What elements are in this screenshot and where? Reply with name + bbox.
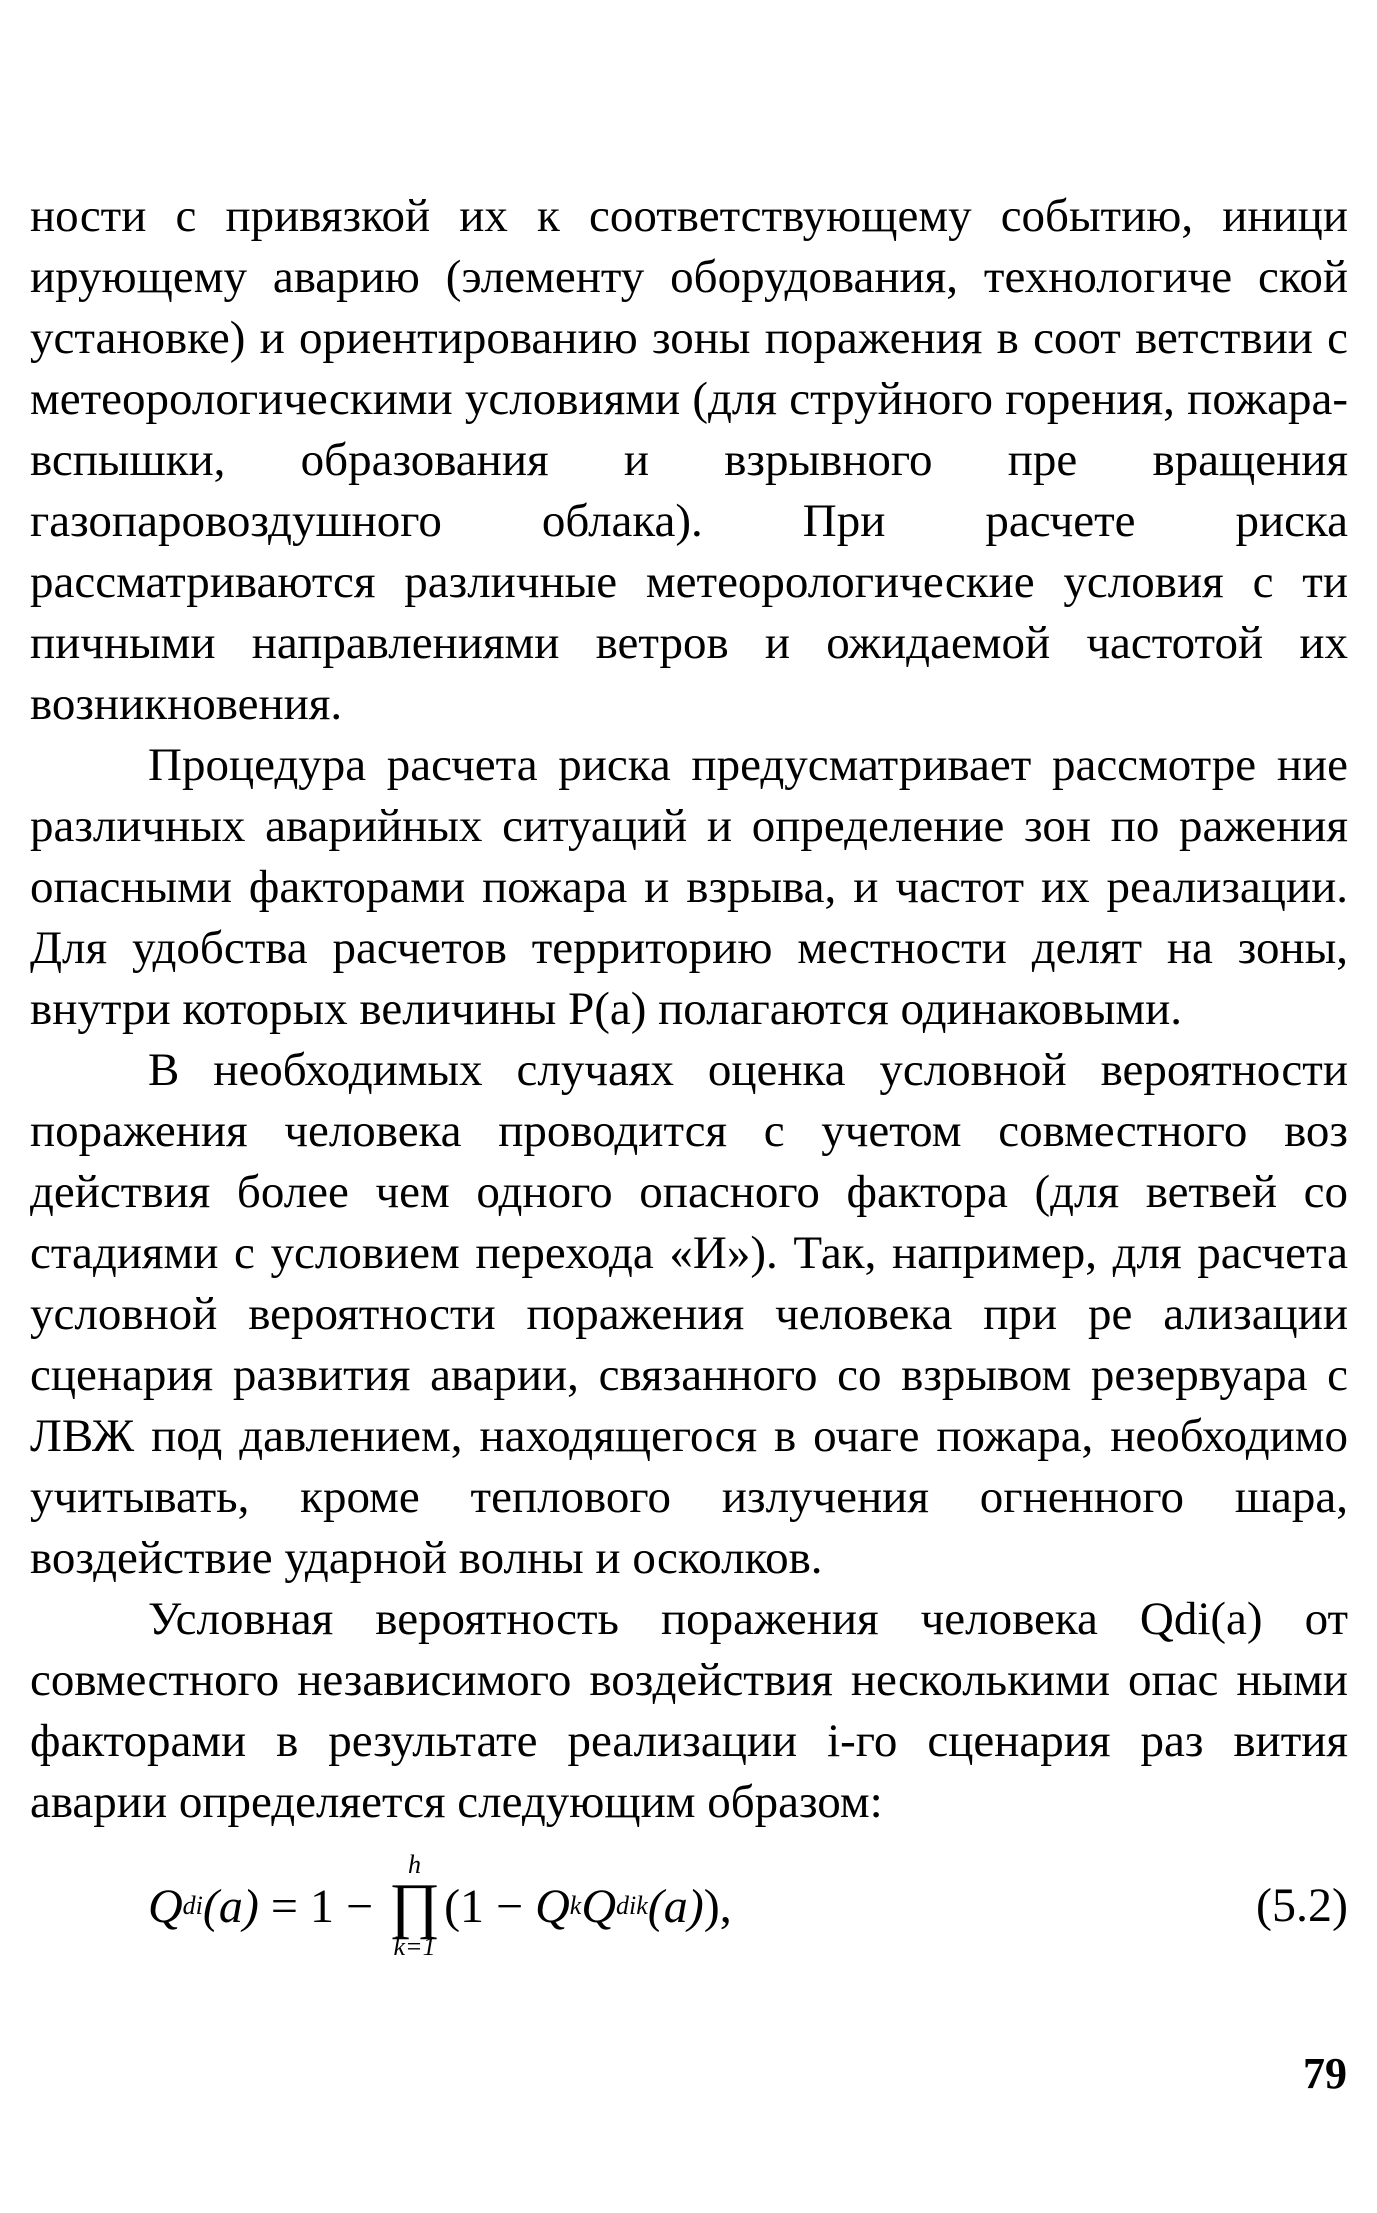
paragraph-2 xyxy=(30,735,1348,1040)
equation-5-2 xyxy=(30,1846,1348,1966)
formula-argument: (a) xyxy=(647,1879,704,1933)
text-line: ражения опасными факторами пожара и взрыва, и частот их xyxy=(30,800,1349,913)
product-operator xyxy=(389,1852,440,1960)
text-line: резервуара с ЛВЖ под давлением, находящегося в очаге xyxy=(30,1349,1348,1462)
text-line: ветствии с метеорологическими условиями (для струйного xyxy=(30,312,1349,425)
text-line: пичными направлениями ветров и ожидаемой частотой их xyxy=(30,617,1348,669)
paragraph-3 xyxy=(30,1040,1348,1589)
formula-symbol: Q xyxy=(581,1879,617,1933)
text-line: совместного независимого воздействия несколькими опас xyxy=(30,1654,1219,1706)
text-line: возникновения. xyxy=(30,678,343,730)
text-line: ности с привязкой их к соответствующему событию, иници xyxy=(30,190,1348,242)
text-line: ализации сценария развития аварии, связанного со взрывом xyxy=(30,1288,1349,1401)
text-line: поражения человека проводится с учетом совместного воз xyxy=(30,1105,1348,1157)
formula-operator: ), xyxy=(703,1879,732,1933)
formula-subscript: di xyxy=(182,1891,203,1920)
text-line: Условная вероятность поражения человека Qdi(a) от xyxy=(148,1593,1348,1645)
paragraph-1 xyxy=(30,186,1348,735)
text-line: расчета условной вероятности поражения человека при ре xyxy=(30,1227,1348,1340)
equation-number: (5.2) xyxy=(1256,1879,1348,1932)
text-line: огненного шара, воздействие ударной волны и осколков. xyxy=(30,1471,1348,1584)
text-line: пожара, необходимо учитывать, кроме теплового излучения xyxy=(30,1410,1349,1523)
formula-subscript: dik xyxy=(616,1891,648,1920)
text-line: ской установке) и ориентированию зоны поражения в соот xyxy=(30,251,1348,364)
formula-subscript: k xyxy=(569,1891,582,1920)
text-line: ирующему аварию (элементу оборудования, технологиче xyxy=(30,251,1233,303)
formula-symbol: Q xyxy=(535,1879,570,1933)
text-line: вития аварии определяется следующим образом: xyxy=(30,1715,1349,1828)
product-lower-limit: k=1 xyxy=(393,1932,436,1961)
formula-expression xyxy=(148,1846,732,1966)
text-line: вращения газопаровоздушного облака). При расчете риска xyxy=(30,434,1348,547)
formula-operator: = 1 − xyxy=(258,1879,386,1933)
paragraph-4 xyxy=(30,1589,1348,1833)
text-line: одинаковыми. xyxy=(900,983,1183,1035)
text-line: Процедура расчета риска предусматривает рассмотре xyxy=(148,739,1257,791)
formula-operator: (1 − xyxy=(444,1879,536,1933)
formula-symbol: Q xyxy=(148,1879,183,1933)
page-number: 79 xyxy=(1303,2049,1347,2098)
text-line: со стадиями с условием перехода «И»). Так, например, для xyxy=(30,1166,1348,1279)
formula-argument: (a) xyxy=(202,1879,259,1933)
text-line: горения, пожара-вспышки, образования и взрывного пре xyxy=(30,373,1349,486)
product-symbol: ∏ xyxy=(389,1872,441,1940)
text-line: действия более чем одного опасного фактора (для ветвей xyxy=(30,1166,1277,1218)
text-line: ние различных аварийных ситуаций и определение зон по xyxy=(30,739,1349,852)
product-upper-limit: h xyxy=(408,1850,422,1879)
page-body xyxy=(30,186,1349,1961)
text-line: реализации. Для удобства расчетов территорию местности xyxy=(30,861,1348,974)
text-line: ными факторами в результате реализации i-го сценария раз xyxy=(30,1654,1348,1767)
text-line: В необходимых случаях оценка условной вероятности xyxy=(148,1044,1348,1096)
text-line: делят на зоны, внутри которых величины P(a) полагаются xyxy=(30,922,1349,1035)
text-line: рассматриваются различные метеорологические условия с ти xyxy=(30,556,1348,608)
